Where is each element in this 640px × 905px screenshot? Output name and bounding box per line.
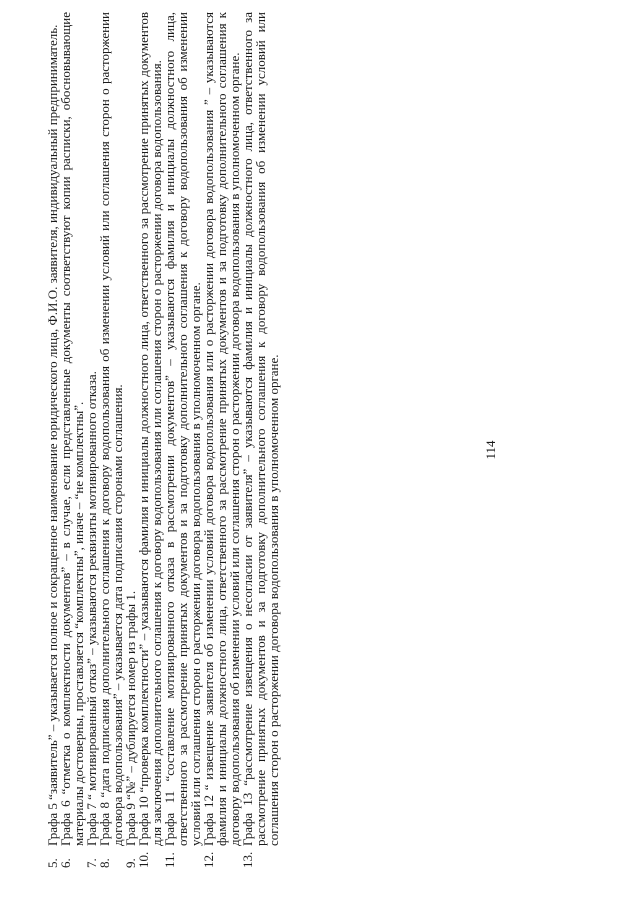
list-item (98, 12, 124, 868)
item-number: 8. (97, 858, 112, 868)
item-number: 12. (201, 851, 216, 868)
list-item (163, 12, 202, 868)
item-text: Графа 12 “ извещение заявителя об изменении условий договора водопользования или о расторжении договора водопользования ” – указываются фамилия и инициалы должностного лица, ответственного за рассмотрение принятых документов и за подготовку дополнительного соглашения к договору водопользования об изменении условий или соглашения сторон о расторжении договора водопользования в уполномоченном органе. (201, 12, 242, 846)
text-body (46, 12, 436, 868)
list-item (59, 12, 85, 868)
item-number: 6. (58, 858, 73, 868)
item-text: Графа 8 “дата подписания дополнительного соглашения к договору водопользования об изменении условий или соглашения сторон о расторжении договора водопользования” – указывается дата подписания сторонами соглашения. (97, 12, 125, 846)
page-number: 114 (483, 440, 498, 460)
item-text: Графа 13 “рассмотрение извещения о несогласии от заявителя” – указываются фамилия и инициалы должностного лица, ответственного за рассмотрение принятых документов и за подготовку дополнительного соглашения к договору водопользования об изменении условий или соглашения сторон о расторжении договора водопользования в уполномоченном органе. (240, 12, 281, 846)
item-text: Графа 5 “заявитель” – указывается полное и сокращенное наименование юридического лица, Ф.И.О. заявителя, индивидуальный предприниматель. (45, 24, 60, 846)
item-text: Графа 7 “ мотивированный отказ” – указываются реквизиты мотивированного отказа. (84, 371, 99, 846)
list-item (202, 12, 241, 868)
item-text: Графа 6 “отметка о комплектности документов” – в случае, если представленные документы соответствуют копии расписки, обосновывающие материалы достоверны, проставляется “комплектны”, иначе – “не комплектны”. (58, 12, 86, 846)
item-text: Графа 9 “№” – дублируется номер из графы 1. (123, 590, 138, 846)
item-number: 7. (84, 858, 99, 868)
list-item (137, 12, 163, 868)
item-number: 5. (45, 858, 60, 868)
item-text: Графа 11 “составление мотивированного отказа в рассмотрении документов” – указываются фамилия и инициалы должностного лица, ответственного за рассмотрение принятых документов и за подготовку дополнительного соглашения к договору водопользования об изменении условий или соглашения сторон о расторжении договора водопользования в уполномоченном органе. (162, 12, 203, 846)
item-text: Графа 10 “проверка комплектности” – указываются фамилия и инициалы должностного лица, ответственного за рассмотрение принятых документов для заключения дополнительного соглашения к договору водопользования или соглашения сторон о расторжении договора водопользования. (136, 12, 164, 846)
item-number: 10. (136, 851, 151, 868)
item-number: 9. (123, 858, 138, 868)
list-item (241, 12, 280, 868)
item-number: 11. (162, 852, 177, 868)
item-number: 13. (240, 851, 255, 868)
